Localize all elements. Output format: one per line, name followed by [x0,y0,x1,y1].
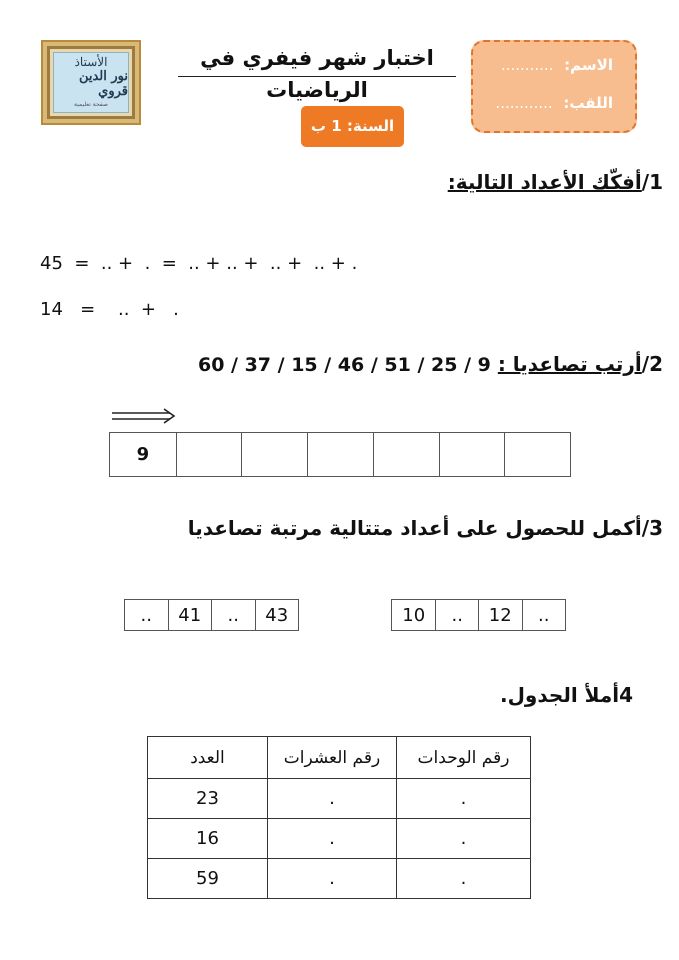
number-cell: 23 [148,779,268,819]
q1-line-14: 14 = .. + . [40,299,179,320]
sequence-cell[interactable]: 10 [402,604,426,626]
surname-field[interactable]: ............ [495,94,553,112]
q2-number: 2/ [641,352,663,376]
q2-title: أرتب تصاعديا : [497,352,642,376]
q3-heading [188,516,663,540]
logo-line-1: الأستاذ [74,55,108,70]
order-cell[interactable] [504,433,570,476]
table-header-row [148,737,531,779]
surname-row [495,94,613,112]
order-cell[interactable] [373,433,439,476]
name-label: الاسم: [564,56,613,74]
q1-number: 1/ [641,170,663,194]
units-cell[interactable]: . [397,779,531,819]
sequence-left [124,599,299,631]
grade-badge: السنة: 1 ب [301,106,404,147]
sequence-cell[interactable]: .. [140,604,152,626]
sequence-cell[interactable]: .. [522,600,566,630]
sequence-cell[interactable]: 41 [168,600,212,630]
header-number: العدد [148,737,268,779]
sequence-cell[interactable]: 43 [255,600,299,630]
teacher-logo [41,40,141,125]
page-title: اختبار شهر فيفري في الرياضيات [178,42,456,77]
right-double-arrow-icon [112,406,178,426]
tens-cell[interactable]: . [268,819,397,859]
units-cell[interactable]: . [397,819,531,859]
q4-heading [500,683,633,707]
q4-title: أملأ الجدول. [499,683,620,707]
tens-cell[interactable]: . [268,779,397,819]
order-cell[interactable] [307,433,373,476]
sequence-right [391,599,566,631]
q3-number: 3/ [641,516,663,540]
order-cell[interactable] [176,433,242,476]
ordering-cells [109,432,571,477]
order-cell[interactable]: 9 [136,444,150,465]
q4-number: 4 [619,683,633,707]
q1-line-45: 45 = .. + . = .. + .. + .. + .. + . [40,253,358,274]
logo-frame [53,52,129,113]
header-tens: رقم العشرات [268,737,397,779]
name-row [501,56,613,74]
order-cell[interactable] [439,433,505,476]
table-row [148,859,531,899]
number-cell: 16 [148,819,268,859]
q2-heading [198,352,663,376]
tens-cell[interactable]: . [268,859,397,899]
number-cell: 59 [148,859,268,899]
q2-numbers: 60 / 37 / 15 / 46 / 51 / 25 / 9 [197,354,491,376]
sequence-cell[interactable]: .. [435,600,478,630]
sequence-cell[interactable]: 12 [478,600,522,630]
order-cell[interactable] [241,433,307,476]
q1-title: أفكّك الأعداد التالية: [447,170,642,194]
table-row [148,819,531,859]
student-info-box [471,40,637,133]
name-field[interactable]: ........... [500,56,554,74]
units-cell[interactable]: . [397,859,531,899]
table-row [148,779,531,819]
logo-line-2: نور الدين قروي [78,69,128,99]
header-units: رقم الوحدات [397,737,531,779]
q3-title: أكمل للحصول على أعداد متتالية مرتبة تصاعديا [187,516,642,540]
surname-label: اللقب: [563,94,613,112]
place-value-table [147,736,531,899]
q1-heading [448,170,663,194]
logo-line-3: صفحة تعليمية [74,100,108,108]
sequence-cell[interactable]: .. [211,600,255,630]
